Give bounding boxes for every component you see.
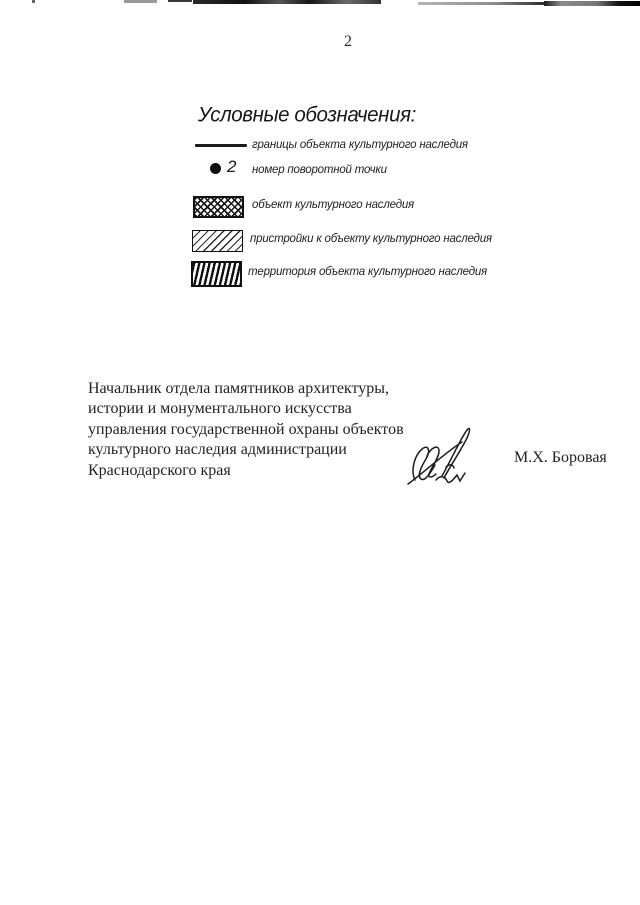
scan-artifact: [544, 1, 640, 6]
steep-hatch-swatch-icon: [191, 261, 242, 287]
signoff-title: [88, 379, 448, 481]
signoff-title-line: культурного наследия администрации: [88, 441, 347, 459]
legend-item-label: границы объекта культурного наследия: [252, 139, 468, 151]
legend-item-label: территория объекта культурного наследия: [248, 266, 487, 278]
legend-title: Условные обозначения:: [198, 103, 416, 127]
scan-artifact: [124, 0, 157, 3]
signoff-title-line: истории и монументального искусства: [88, 400, 352, 418]
crosshatch-swatch-icon: [193, 196, 244, 218]
scan-artifact: [32, 0, 35, 3]
signoff-title-line: управления государственной охраны объектов: [88, 420, 404, 438]
signoff-title-line: Краснодарского края: [88, 461, 231, 479]
legend-item-label: объект культурного наследия: [252, 199, 414, 211]
signer-name: М.Х. Боровая: [514, 449, 607, 466]
scan-artifact: [168, 0, 192, 2]
handwritten-signature: [402, 420, 482, 494]
scan-artifact: [418, 2, 544, 5]
diagonal-hatch-swatch-icon: [192, 230, 243, 252]
scan-artifact: [193, 0, 381, 4]
boundary-line-symbol: [195, 144, 247, 147]
turning-point-dot-icon: [210, 163, 221, 174]
turning-point-number: 2: [227, 157, 237, 176]
legend-item-label: пристройки к объекту культурного наследия: [250, 233, 492, 245]
signoff-title-line: Начальник отдела памятников архитектуры,: [88, 380, 390, 397]
page-number: 2: [344, 33, 352, 50]
legend-item-label: номер поворотной точки: [252, 164, 387, 176]
